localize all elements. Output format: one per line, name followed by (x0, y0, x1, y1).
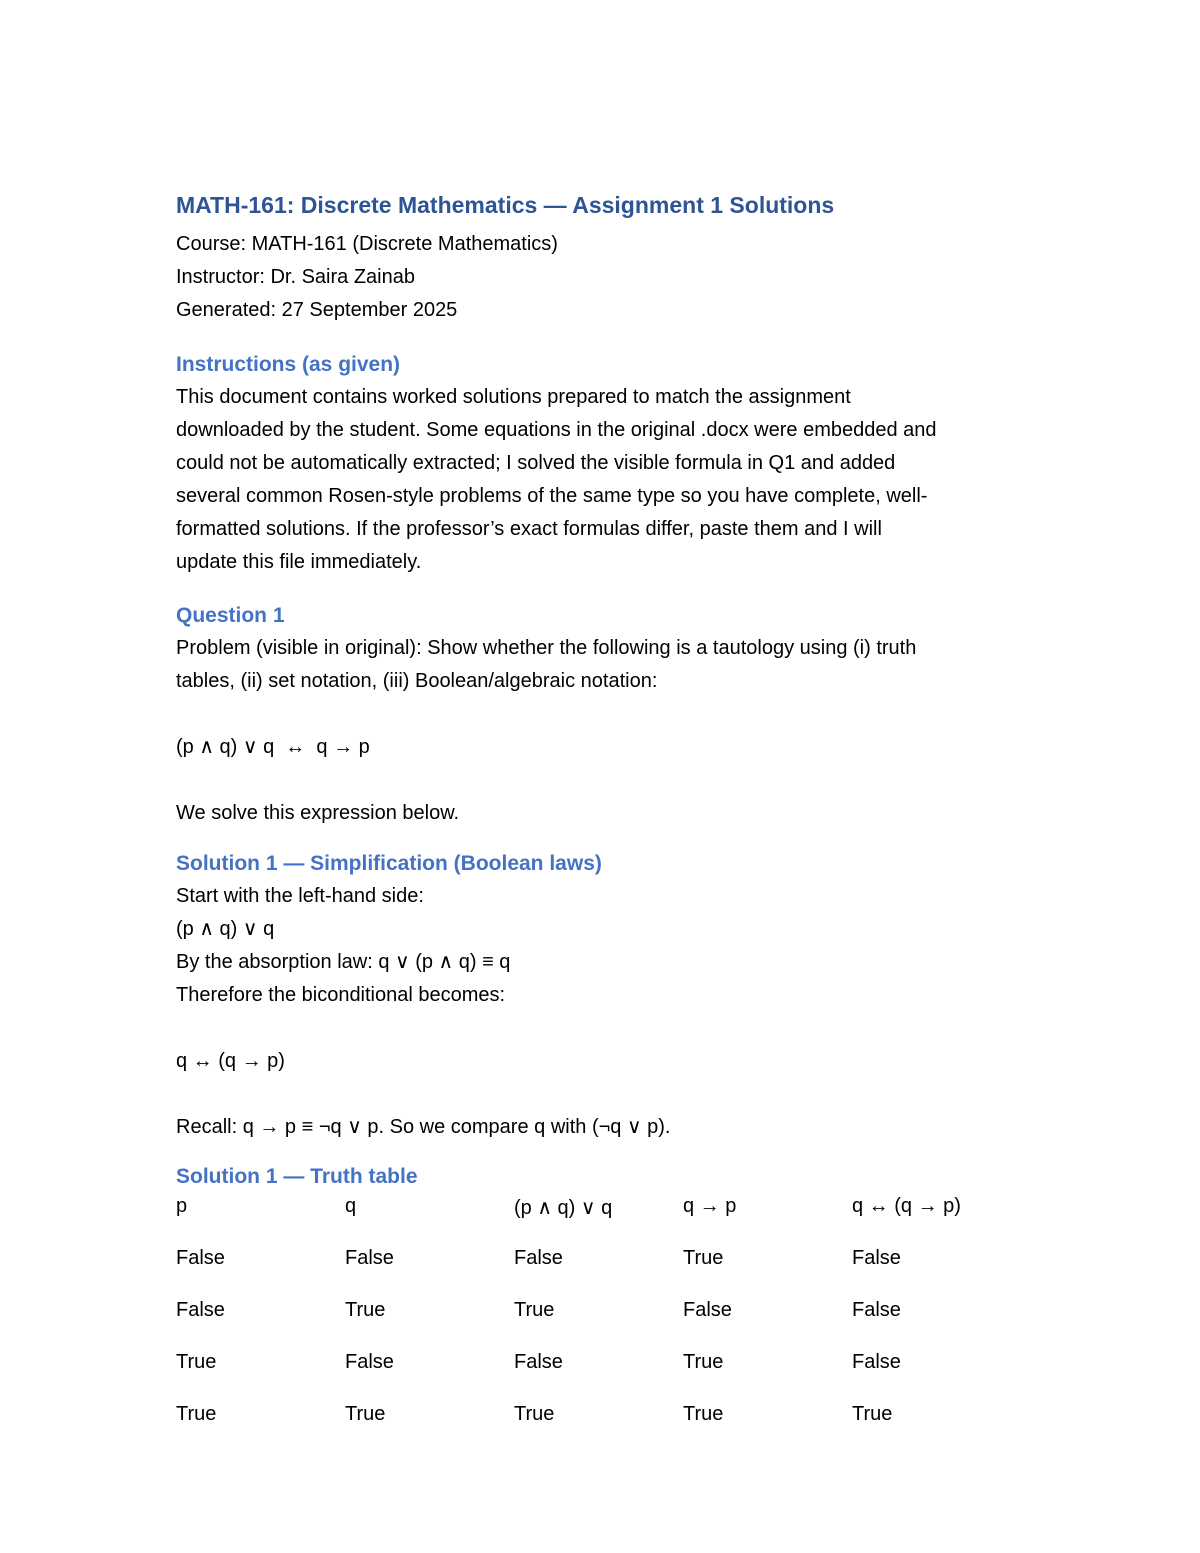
truth-table (176, 1195, 1021, 1455)
question-1-heading: Question 1 (176, 604, 285, 627)
instructions-line: several common Rosen-style problems of the same type so you have complete, well- (176, 485, 928, 507)
truth-table-cell: False (683, 1299, 732, 1321)
truth-table-cell: False (514, 1351, 563, 1373)
truth-table-header: q ↔ (q → p) (852, 1195, 961, 1217)
instructor-line: Instructor: Dr. Saira Zainab (176, 266, 415, 288)
truth-table-cell: True (176, 1403, 217, 1425)
question-1-note: We solve this expression below. (176, 802, 460, 824)
truth-table-cell: False (852, 1299, 901, 1321)
spacer (176, 764, 1026, 797)
truth-table-header: p (176, 1195, 188, 1217)
truth-table-cell: True (514, 1403, 555, 1425)
question-1-line: Problem (visible in original): Show whether the following is a tautology using (i) truth (176, 637, 917, 659)
simplification-heading: Solution 1 — Simplification (Boolean laws) (176, 852, 602, 875)
truth-table-cell: False (176, 1247, 225, 1269)
instructions-line: formatted solutions. If the professor’s exact formulas differ, paste them and I will (176, 518, 882, 540)
truth-table-cell: True (852, 1403, 893, 1425)
simplification-line: By the absorption law: q ∨ (p ∧ q) ≡ q (176, 951, 511, 973)
truth-table-header: q (345, 1195, 357, 1217)
document-page (176, 188, 1026, 1455)
truth-table-row (176, 1247, 1021, 1299)
truth-table-cell: True (514, 1299, 555, 1321)
simplification-line: Therefore the biconditional becomes: (176, 984, 506, 1006)
simplification-line: (p ∧ q) ∨ q (176, 918, 275, 940)
simplification-line: Start with the left-hand side: (176, 885, 424, 907)
simplification-recall: Recall: q → p ≡ ¬q ∨ p. So we compare q with (¬q ∨ p). (176, 1116, 671, 1138)
truth-table-cell: True (683, 1403, 724, 1425)
truth-table-cell: False (345, 1247, 394, 1269)
simplification-formula: q ↔ (q → p) (176, 1050, 285, 1072)
truth-table-cell: False (852, 1351, 901, 1373)
instructions-body (176, 381, 1026, 579)
question-1-formula: (p ∧ q) ∨ q ↔ q → p (176, 736, 370, 758)
instructions-line: downloaded by the student. Some equations in the original .docx were embedded and (176, 419, 937, 441)
truth-table-cell: False (514, 1247, 563, 1269)
instructions-heading: Instructions (as given) (176, 353, 401, 376)
truth-table-cell: False (176, 1299, 225, 1321)
truth-table-header: q → p (683, 1195, 737, 1217)
spacer (176, 1012, 1026, 1045)
truth-table-header-row (176, 1195, 1021, 1247)
truth-table-cell: True (176, 1351, 217, 1373)
truth-table-heading: Solution 1 — Truth table (176, 1165, 418, 1188)
truth-table-row (176, 1403, 1021, 1455)
truth-table-header: (p ∧ q) ∨ q (514, 1197, 613, 1219)
instructions-line: update this file immediately. (176, 551, 422, 573)
truth-table-cell: False (345, 1351, 394, 1373)
instructions-line: This document contains worked solutions prepared to match the assignment (176, 386, 851, 408)
truth-table-cell: True (683, 1351, 724, 1373)
question-1-line: tables, (ii) set notation, (iii) Boolean/algebraic notation: (176, 670, 658, 692)
truth-table-cell: True (345, 1299, 386, 1321)
course-line: Course: MATH-161 (Discrete Mathematics) (176, 233, 558, 255)
truth-table-cell: False (852, 1247, 901, 1269)
spacer (176, 1078, 1026, 1111)
instructions-line: could not be automatically extracted; I solved the visible formula in Q1 and added (176, 452, 896, 474)
truth-table-row (176, 1351, 1021, 1403)
spacer (176, 698, 1026, 731)
truth-table-cell: True (683, 1247, 724, 1269)
generated-line: Generated: 27 September 2025 (176, 299, 458, 321)
truth-table-cell: True (345, 1403, 386, 1425)
truth-table-row (176, 1299, 1021, 1351)
document-title: MATH-161: Discrete Mathematics — Assignment 1 Solutions (176, 192, 835, 218)
